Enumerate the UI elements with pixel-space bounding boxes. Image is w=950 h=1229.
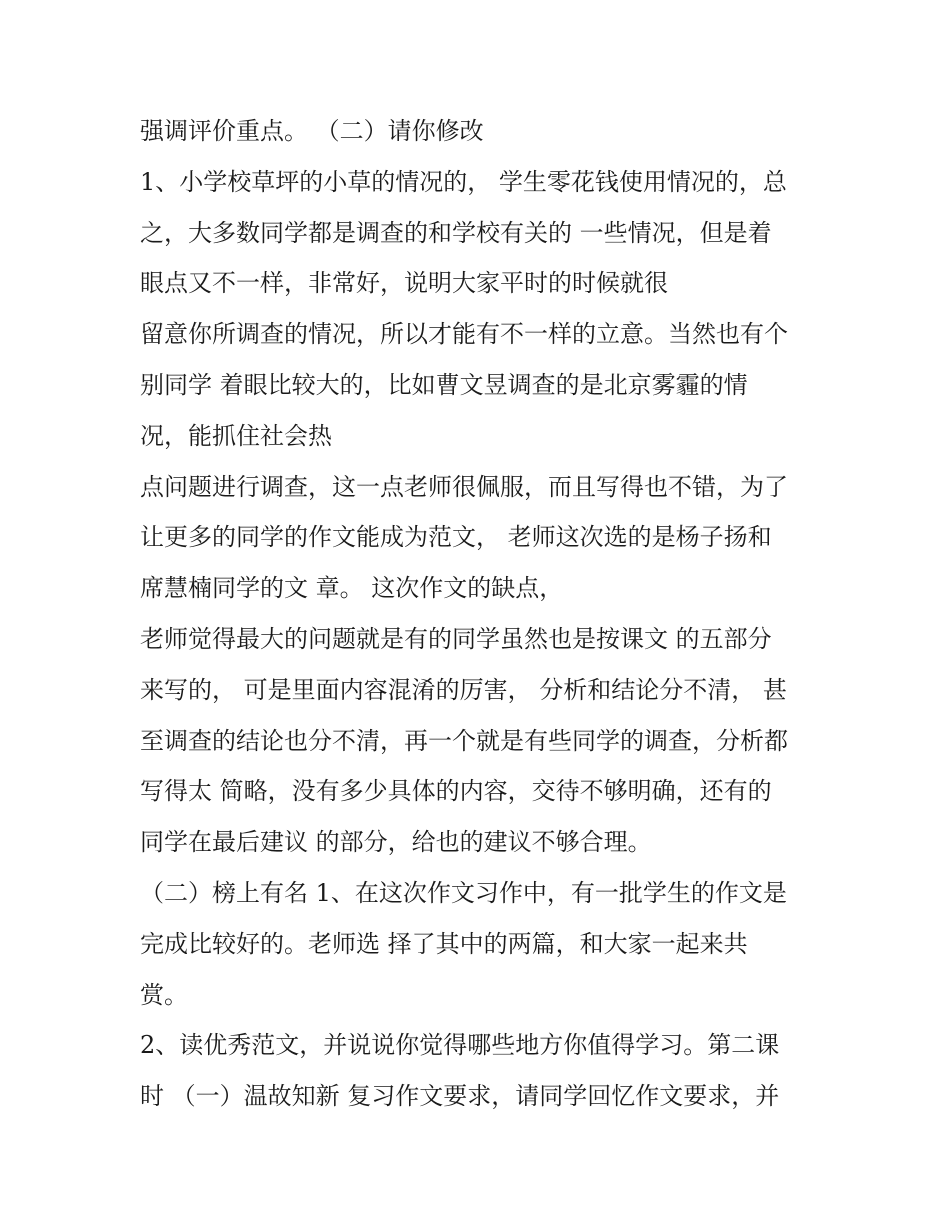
text-line: 强调评价重点。 （二）请你修改 — [140, 117, 484, 145]
text-line: 之，大多数同学都是调查的和学校有关的 一些情况，但是着 — [140, 218, 772, 247]
text-line: 1、小学校草坪的小草的情况的， 学生零花钱使用情况的，总 — [140, 167, 787, 196]
text-line: 时 （一）温故知新 复习作文要求，请同学回忆作文要求，并 — [140, 1082, 780, 1111]
text-line: 完成比较好的。老师选 择了其中的两篇，和大家一起来共 — [140, 929, 748, 958]
text-line: 来写的， 可是里面内容混淆的厉害， 分析和结论分不清， 甚 — [140, 675, 787, 704]
document-body — [140, 106, 830, 1122]
text-line: 写得太 简略，没有多少具体的内容，交待不够明确，还有的 — [140, 777, 772, 806]
text-line: 点问题进行调查，这一点老师很佩服，而且写得也不错，为了 — [140, 472, 788, 501]
text-line: 留意你所调查的情况，所以才能有不一样的立意。当然也有个 — [140, 320, 788, 349]
text-line: 席慧楠同学的文 章。 这次作文的缺点， — [140, 574, 564, 603]
text-line: 同学在最后建议 的部分，给也的建议不够合理。 — [140, 828, 652, 857]
text-line: （二）榜上有名 1、在这次作文习作中，有一批学生的作文是 — [140, 878, 787, 907]
text-line: 赏。 — [140, 980, 188, 1009]
text-line: 让更多的同学的作文能成为范文， 老师这次选的是杨子扬和 — [140, 523, 772, 552]
text-line: 2、读优秀范文，并说说你觉得哪些地方你值得学习。第二课 — [140, 1031, 780, 1060]
text-line: 眼点又不一样，非常好，说明大家平时的时候就很 — [140, 269, 668, 298]
text-line: 别同学 着眼比较大的，比如曹文昱调查的是北京雾霾的情 — [140, 370, 748, 399]
text-line: 况，能抓住社会热 — [140, 421, 332, 450]
text-line: 至调查的结论也分不清，再一个就是有些同学的调查，分析都 — [140, 726, 788, 755]
text-line: 老师觉得最大的问题就是有的同学虽然也是按课文 的五部分 — [140, 624, 772, 653]
